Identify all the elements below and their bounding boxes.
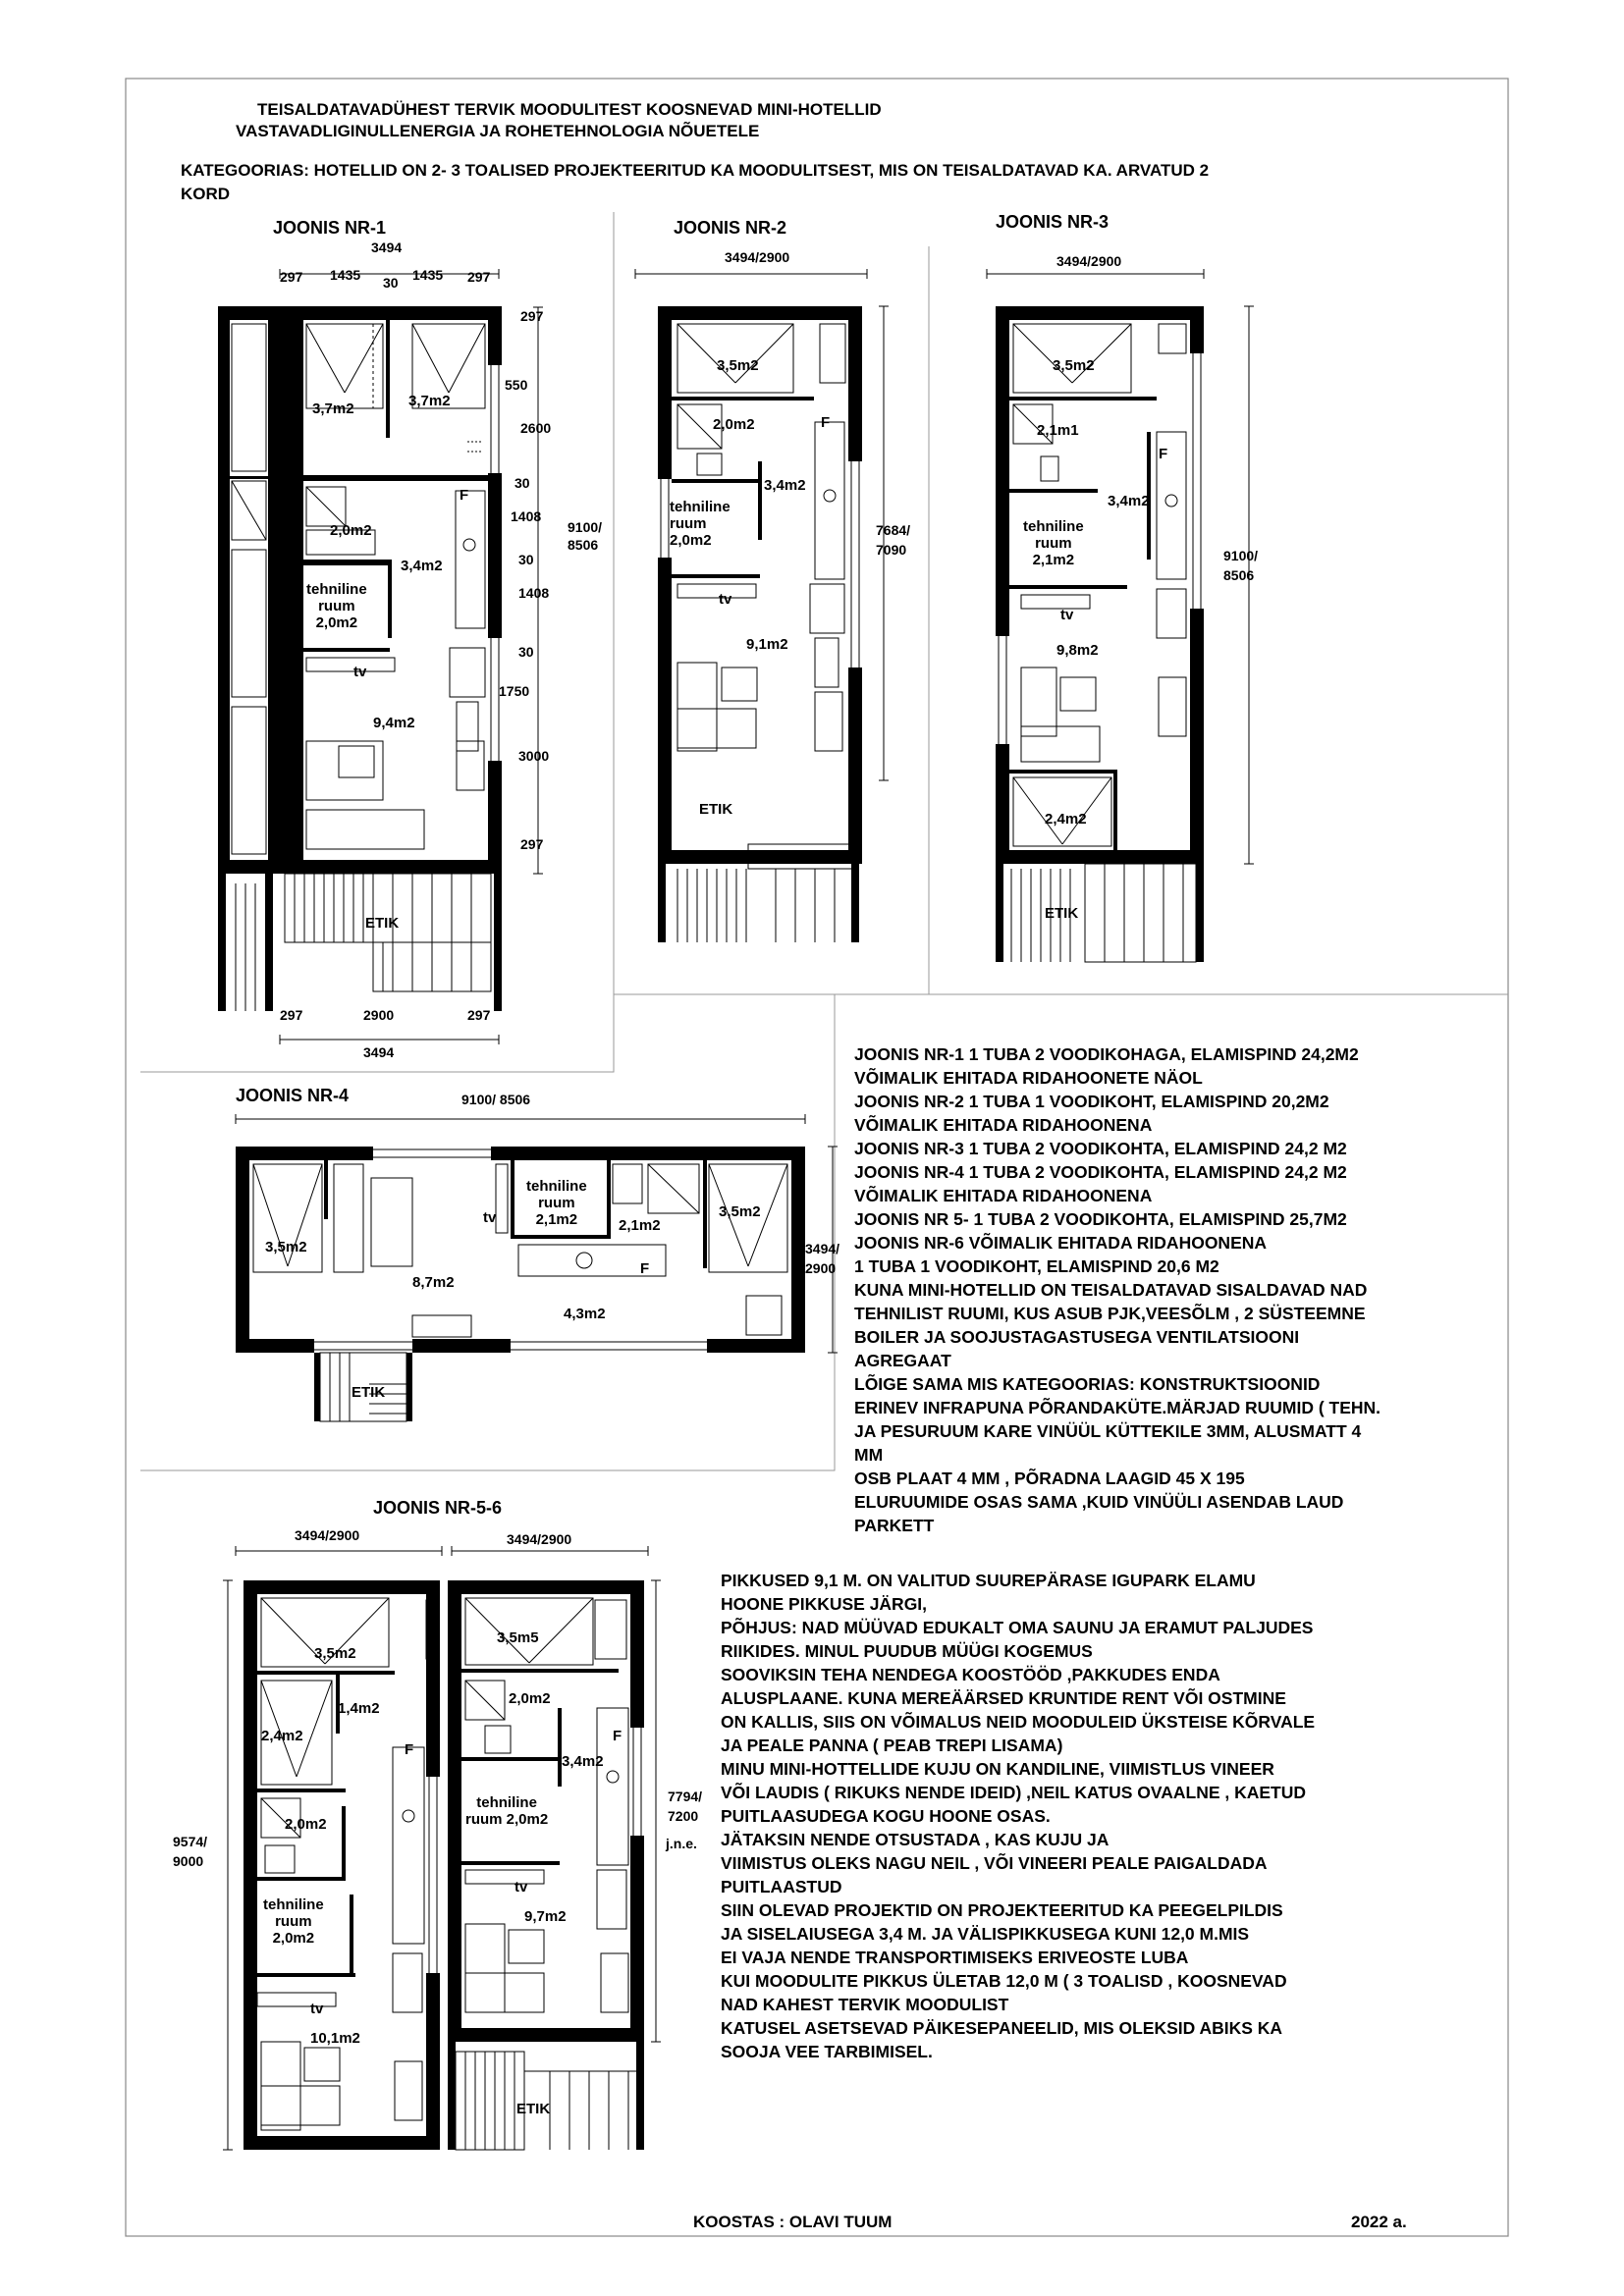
plan3-title: JOONIS NR-3 (996, 212, 1110, 232)
plan1-right-dim-5: 1408 (511, 508, 542, 524)
plan56-right-total: 7794/ 7200 (668, 1789, 703, 1824)
plan2-porch: ETIK (699, 801, 733, 818)
plan56-top-left: 3494/2900 (295, 1527, 360, 1543)
description-line: ALUSPLAANE. KUNA MEREÄÄRSED KRUNTIDE RENT VÕI OSTMINE (721, 1688, 1286, 1708)
description-line: MM (854, 1445, 884, 1465)
plan3-right-total: 9100/ 8506 (1223, 548, 1259, 583)
description-line: JOONIS NR-2 1 TUBA 1 VOODIKOHT, ELAMISPIND 20,2M2 (854, 1092, 1329, 1111)
plan1-room-kitchen: 3,4m2 (401, 558, 443, 574)
description-line: JOONIS NR-4 1 TUBA 2 VOODIKOHTA, ELAMISPIND 24,2 M2 (854, 1162, 1347, 1182)
plan6-room-living: 9,7m2 (524, 1908, 567, 1925)
plan1-room-bath: 2,0m2 (330, 522, 372, 539)
description-line: TEHNILIST RUUMI, KUS ASUB PJK,VEESÕLM , 2 SÜSTEEMNE (854, 1304, 1366, 1323)
plan4-room-bed-right: 3,5m2 (719, 1203, 761, 1220)
plan56-right-note: j.n.e. (666, 1836, 697, 1851)
description-line: ERINEV INFRAPUNA PÕRANDAKÜTE.MÄRJAD RUUMID ( TEHN. (854, 1398, 1381, 1417)
description-line: PUITLAASTUD (721, 1877, 842, 1896)
plan5-room-bed: 3,5m2 (314, 1645, 356, 1662)
plan4-room-tv: tv (483, 1209, 497, 1226)
header-line3: KATEGOORIAS: HOTELLID ON 2- 3 TOALISED PROJEKTEERITUD KA MOODULITSEST, MIS ON TEISALDATAVAD KA. ARVATUD 2 (181, 161, 1210, 180)
plan1-bottom-part-1: 297 (280, 1007, 303, 1023)
plan2-title: JOONIS NR-2 (674, 218, 787, 238)
plan1-room-tech: tehniline ruum 2,0m2 (306, 581, 367, 631)
plan1-right-dim-6: 30 (518, 552, 534, 567)
description-line: RIIKIDES. MINUL PUUDUB MÜÜGI KOGEMUS (721, 1641, 1093, 1661)
description-line: ELURUUMIDE OSAS SAMA ,KUID VINÜÜLI ASENDAB LAUD (854, 1492, 1344, 1512)
plan4-fridge: F (640, 1260, 650, 1277)
description-line: KUI MOODULITE PIKKUS ÜLETAB 12,0 M ( 3 TOALISD , KOOSNEVAD (721, 1971, 1287, 1991)
plan2-top-total: 3494/2900 (725, 249, 790, 265)
plan4-room-living: 8,7m2 (412, 1274, 455, 1291)
description-line: JOONIS NR-3 1 TUBA 2 VOODIKOHTA, ELAMISPIND 24,2 M2 (854, 1139, 1347, 1158)
description-block-1 (854, 1042, 1380, 1537)
description-line: JA PEALE PANNA ( PEAB TREPI LISAMA) (721, 1735, 1063, 1755)
plan6-room-kitchen: 3,4m2 (562, 1753, 604, 1770)
header-line2: VASTAVADLIGINULLENERGIA JA ROHETEHNOLOGIA NÕUETELE (236, 122, 760, 140)
plan1-right-dim-10: 3000 (518, 748, 550, 764)
description-line: ON KALLIS, SIIS ON VÕIMALUS NEID MOODULEID ÜKSTEISE KÕRVALE (721, 1712, 1316, 1732)
plan1-right-dim-1: 297 (520, 308, 544, 324)
plan4-room-tech: tehniline ruum 2,1m2 (526, 1178, 587, 1228)
plan5-room-tech: tehniline ruum 2,0m2 (263, 1896, 324, 1947)
plan3-porch: ETIK (1045, 905, 1079, 922)
plan1-right-dim-3: 2600 (520, 420, 552, 436)
plan1-bottom-part-3: 297 (467, 1007, 491, 1023)
description-line: SOOVIKSIN TEHA NENDEGA KOOSTÖÖD ,PAKKUDES ENDA (721, 1665, 1220, 1684)
plan1-room-bed-left: 3,7m2 (312, 400, 354, 417)
plan2-room-bed: 3,5m2 (717, 357, 759, 374)
plan1-right-dim-8: 30 (518, 644, 534, 660)
plan1-bottom-part-2: 2900 (363, 1007, 395, 1023)
plan4-room-bed-left: 3,5m2 (265, 1239, 307, 1255)
plan4-title: JOONIS NR-4 (236, 1086, 350, 1105)
description-line: JA PESURUUM KARE VINÜÜL KÜTTEKILE 3MM, ALUSMATT 4 (854, 1421, 1362, 1441)
plan3-fridge: F (1159, 446, 1168, 462)
plan56-title: JOONIS NR-5-6 (373, 1498, 503, 1518)
plan1-right-dim-9: 1750 (499, 683, 530, 699)
plan2-room-living: 9,1m2 (746, 636, 788, 653)
plan1-porch: ETIK (365, 915, 400, 932)
plan1-room-tv: tv (353, 664, 367, 680)
plan1-bottom-total: 3494 (363, 1044, 395, 1060)
plan4-porch: ETIK (352, 1384, 386, 1401)
plan1-top-total: 3494 (371, 240, 403, 255)
plan3-drawing (987, 269, 1254, 962)
plan6-porch: ETIK (516, 2101, 551, 2117)
plan6-room-tv: tv (514, 1879, 528, 1896)
description-line: PIKKUSED 9,1 M. ON VALITUD SUUREPÄRASE IGUPARK ELAMU (721, 1571, 1256, 1590)
description-line: VÕIMALIK EHITADA RIDAHOONENA (854, 1186, 1153, 1205)
plan1-room-living: 9,4m2 (373, 715, 415, 731)
plan5-room-tv: tv (310, 2001, 324, 2017)
description-line: HOONE PIKKUSE JÄRGI, (721, 1594, 928, 1614)
plan3-room-bed2: 2,4m2 (1045, 811, 1087, 828)
plan1-fridge: F (460, 487, 469, 504)
description-line: BOILER JA SOOJUSTAGASTUSEGA VENTILATSIOONI (854, 1327, 1300, 1347)
plan6-room-bath: 2,0m2 (509, 1690, 551, 1707)
plan56-top-right: 3494/2900 (507, 1531, 572, 1547)
description-line: VÕIMALIK EHITADA RIDAHOONETE NÄOL (854, 1068, 1203, 1088)
plan5-room-bath: 2,0m2 (285, 1816, 327, 1833)
description-line: JÄTAKSIN NENDE OTSUSTADA , KAS KUJU JA (721, 1830, 1110, 1849)
description-line: JOONIS NR-6 VÕIMALIK EHITADA RIDAHOONENA (854, 1233, 1268, 1253)
footer-author: KOOSTAS : OLAVI TUUM (693, 2213, 893, 2231)
plan1-title: JOONIS NR-1 (273, 218, 387, 238)
plan2-room-tech: tehniline ruum 2,0m2 (670, 499, 731, 549)
plan5-room-bed2: 2,4m2 (261, 1728, 303, 1744)
header-line1: TEISALDATAVADÜHEST TERVIK MOODULITEST KOOSNEVAD MINI-HOTELLID (257, 100, 882, 119)
plan3-room-living: 9,8m2 (1056, 642, 1099, 659)
description-line: NAD KAHEST TERVIK MOODULIST (721, 1995, 1009, 2014)
description-line: JA SISELAIUSEGA 3,4 M. JA VÄLISPIKKUSEGA KUNI 12,0 M.MIS (721, 1924, 1250, 1944)
plan1-top-part-2: 1435 (330, 267, 361, 283)
plan3-room-bed: 3,5m2 (1053, 357, 1095, 374)
plan6-room-bed: 3,5m5 (497, 1629, 539, 1646)
plan1-right-total: 9100/ 8506 (568, 519, 603, 553)
plan1-right-dim-2: 550 (505, 377, 528, 393)
description-line: VÕI LAUDIS ( RIKUKS NENDE IDEID) ,NEIL KATUS OVAALNE , KAETUD (721, 1783, 1306, 1802)
plan4-drawing (236, 1114, 838, 1421)
plan3-room-tv: tv (1060, 607, 1074, 623)
header-line4: KORD (181, 185, 231, 203)
description-line: AGREGAAT (854, 1351, 951, 1370)
plan5-room-living: 10,1m2 (310, 2030, 360, 2047)
plan56-drawing (223, 1546, 661, 2150)
description-line: VÕIMALIK EHITADA RIDAHOONENA (854, 1115, 1153, 1135)
plan6-fridge: F (613, 1728, 623, 1744)
description-line: LÕIGE SAMA MIS KATEGOORIAS: KONSTRUKTSIOONID (854, 1374, 1321, 1394)
plan1-top-part-4: 1435 (412, 267, 444, 283)
plan5-room-small: 1,4m2 (338, 1700, 380, 1717)
plan1-right-dim-4: 30 (514, 475, 530, 491)
description-line: JOONIS NR 5- 1 TUBA 2 VOODIKOHTA, ELAMISPIND 25,7M2 (854, 1209, 1347, 1229)
plan3-top-total: 3494/2900 (1056, 253, 1122, 269)
description-line: EI VAJA NENDE TRANSPORTIMISEKS ERIVEOSTE LUBA (721, 1948, 1189, 1967)
footer-year: 2022 a. (1351, 2213, 1407, 2231)
plan1-right-dim-7: 1408 (518, 585, 550, 601)
description-line: KUNA MINI-HOTELLID ON TEISALDATAVAD SISALDAVAD NAD (854, 1280, 1368, 1300)
description-line: OSB PLAAT 4 MM , PÕRADNA LAAGID 45 X 195 (854, 1468, 1245, 1488)
plan1-top-part-1: 297 (280, 269, 303, 285)
plan4-room-bath: 2,1m2 (619, 1217, 661, 1234)
plan4-top-total: 9100/ 8506 (461, 1092, 531, 1107)
plan2-right-total: 7684/ 7090 (876, 522, 911, 558)
plan4-room-kitchen: 4,3m2 (564, 1306, 606, 1322)
description-line: SIIN OLEVAD PROJEKTID ON PROJEKTEERITUD KA PEEGELPILDIS (721, 1900, 1283, 1920)
plan2-drawing (635, 269, 889, 942)
description-line: VIIMISTUS OLEKS NAGU NEIL , VÕI VINEERI PEALE PAIGALDADA (721, 1853, 1268, 1873)
plan1-top-part-5: 297 (467, 269, 491, 285)
description-line: PÕHJUS: NAD MÜÜVAD EDUKALT OMA SAUNU JA ERAMUT PALJUDES (721, 1618, 1314, 1637)
plan3-room-tech: tehniline ruum 2,1m2 (1023, 518, 1084, 568)
plan1-top-part-3: 30 (383, 275, 399, 291)
plan2-room-tv: tv (719, 591, 732, 608)
plan56-left-total: 9574/ 9000 (173, 1834, 208, 1869)
plan2-fridge: F (821, 414, 831, 431)
description-line: KATUSEL ASETSEVAD PÄIKESEPANEELID, MIS OLEKSID ABIKS KA (721, 2018, 1283, 2038)
plan3-room-bath: 2,1m1 (1037, 422, 1079, 439)
plan1-right-dim-11: 297 (520, 836, 544, 852)
description-line: PARKETT (854, 1516, 935, 1535)
plan6-room-tech: tehniline ruum 2,0m2 (465, 1794, 549, 1828)
description-line: PUITLAASUDEGA KOGU HOONE OSAS. (721, 1806, 1051, 1826)
plan5-fridge: F (405, 1741, 414, 1758)
plan4-right-total: 3494/ 2900 (805, 1241, 840, 1276)
description-line: 1 TUBA 1 VOODIKOHT, ELAMISPIND 20,6 M2 (854, 1256, 1219, 1276)
description-line: SOOJA VEE TARBIMISEL. (721, 2042, 933, 2061)
plan1-room-bed-right: 3,7m2 (408, 393, 451, 409)
description-line: MINU MINI-HOTTELLIDE KUJU ON KANDILINE, VIIMISTLUS VINEER (721, 1759, 1274, 1779)
plan2-room-bath: 2,0m2 (713, 416, 755, 433)
plan3-room-kitchen: 3,4m2 (1108, 493, 1150, 509)
description-line: JOONIS NR-1 1 TUBA 2 VOODIKOHAGA, ELAMISPIND 24,2M2 (854, 1044, 1359, 1064)
description-block-2 (721, 1569, 1315, 2063)
plan2-room-kitchen: 3,4m2 (764, 477, 806, 494)
